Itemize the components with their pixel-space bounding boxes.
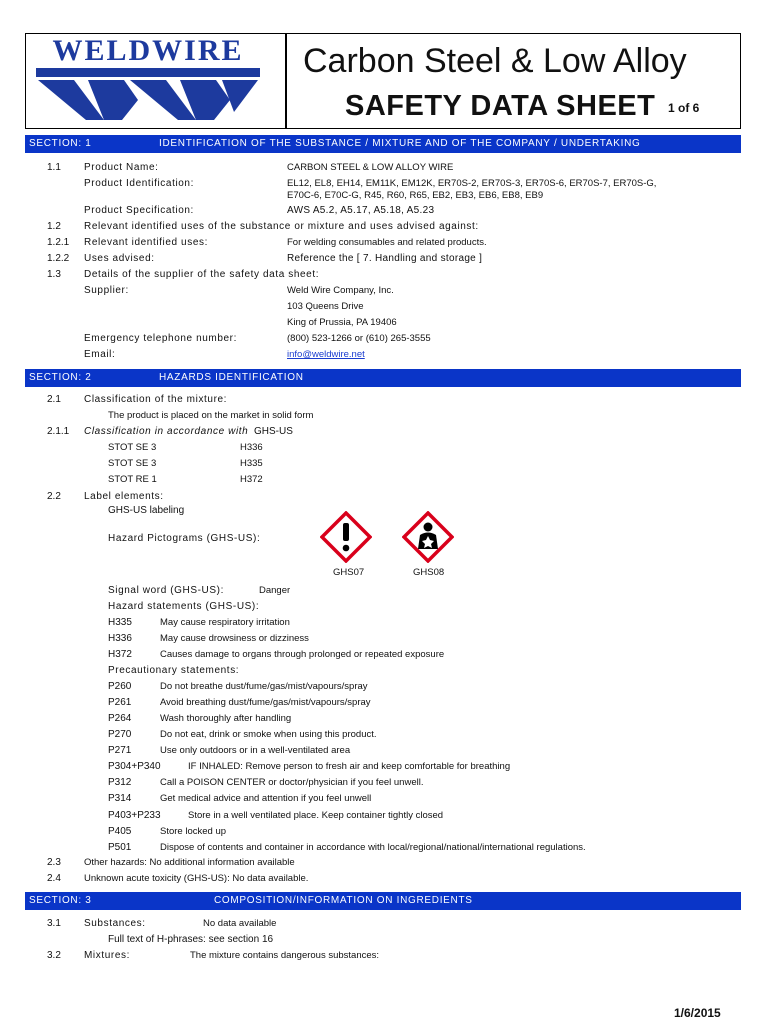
ghs-classification-italic: Classification in accordance with: [84, 426, 249, 437]
s1-num-1-2: 1.2: [47, 221, 61, 232]
class-row-3-class: STOT RE 1: [108, 474, 157, 485]
classification-label: Classification of the mixture:: [84, 394, 228, 405]
section-3-header: [25, 892, 741, 910]
supplier-city: King of Prussia, PA 19406: [287, 317, 397, 328]
substances-label: Substances:: [84, 918, 146, 929]
precaution-code: P501: [108, 842, 132, 853]
s1-num-1-2-1: 1.2.1: [47, 237, 70, 248]
class-row-2-class: STOT SE 3: [108, 458, 157, 469]
precaution-code: P312: [108, 777, 132, 788]
hazard-text: May cause respiratory irritation: [160, 617, 290, 628]
precaution-text: Call a POISON CENTER or doctor/physician if you feel unwell.: [160, 777, 424, 788]
company-logo: [34, 36, 262, 124]
pictogram-label-ghs07: GHS07: [333, 567, 365, 578]
precaution-code: P261: [108, 697, 132, 708]
uses-advised-label: Uses advised:: [84, 253, 155, 264]
hazard-code: H335: [108, 617, 132, 628]
precaution-text: IF INHALED: Remove person to fresh air and keep comfortable for breathing: [188, 761, 511, 772]
s2-num-2-1-1: 2.1.1: [47, 426, 70, 437]
section-3-number: SECTION: 3: [29, 895, 92, 906]
s2-num-2-4: 2.4: [47, 873, 61, 884]
precaution-text: Wash thoroughly after handling: [160, 713, 292, 724]
class-row-2-code: H335: [240, 458, 263, 469]
s2-num-2-2: 2.2: [47, 491, 61, 502]
precaution-text: Dispose of contents and container in accordance with local/regional/national/international regulations.: [160, 842, 586, 853]
precaution-text: Get medical advice and attention if you feel unwell: [160, 793, 372, 804]
document-title: Carbon Steel & Low Alloy: [303, 42, 687, 80]
section-2-header: [25, 369, 741, 387]
supplier-street: 103 Queens Drive: [287, 301, 364, 312]
precaution-code: P270: [108, 729, 132, 740]
product-specification-value: AWS A5.2, A5.17, A5.18, A5.23: [287, 205, 435, 216]
s3-num-3-1: 3.1: [47, 918, 61, 929]
section-1-number: SECTION: 1: [29, 138, 92, 149]
supplier-details-heading: Details of the supplier of the safety data sheet:: [84, 269, 320, 280]
relevant-uses-heading: Relevant identified uses of the substance or mixture and uses advised against:: [84, 221, 479, 232]
hazard-code: H336: [108, 633, 132, 644]
product-identification-label: Product Identification:: [84, 178, 194, 189]
logo-w-mark: [34, 66, 262, 124]
classification-text: The product is placed on the market in solid form: [108, 410, 314, 421]
section-1-header: [25, 135, 741, 153]
supplier-label: Supplier:: [84, 285, 129, 296]
exclamation-mark-pictogram-icon: [320, 511, 372, 563]
precaution-text: Use only outdoors or in a well-ventilated area: [160, 745, 351, 756]
section-2-title: HAZARDS IDENTIFICATION: [159, 372, 304, 383]
precaution-code: P405: [108, 826, 132, 837]
document-subtitle: SAFETY DATA SHEET: [345, 90, 656, 122]
s3-num-3-2: 3.2: [47, 950, 61, 961]
precaution-code: P260: [108, 681, 132, 692]
email-label: Email:: [84, 349, 116, 360]
product-name-value: CARBON STEEL & LOW ALLOY WIRE: [287, 162, 454, 173]
page-indicator: 1 of 6: [668, 101, 700, 115]
emergency-phone-value: (800) 523-1266 or (610) 265-3555: [287, 333, 431, 344]
s1-num-1-3: 1.3: [47, 269, 61, 280]
email-link[interactable]: info@weldwire.net: [287, 349, 365, 360]
identified-uses-label: Relevant identified uses:: [84, 237, 208, 248]
section-3-title: COMPOSITION/INFORMATION ON INGREDIENTS: [214, 895, 473, 906]
substances-value: No data available: [203, 918, 277, 929]
emergency-phone-label: Emergency telephone number:: [84, 333, 237, 344]
section-1-title: IDENTIFICATION OF THE SUBSTANCE / MIXTURE AND OF THE COMPANY / UNDERTAKING: [159, 138, 641, 149]
uses-advised-value: Reference the [ 7. Handling and storage ]: [287, 253, 483, 264]
hazard-text: Causes damage to organs through prolonged or repeated exposure: [160, 649, 445, 660]
precaution-text: Store in a well ventilated place. Keep container tightly closed: [188, 810, 444, 821]
signal-word-label: Signal word (GHS-US):: [108, 585, 224, 596]
precaution-code: P271: [108, 745, 132, 756]
s1-num-1-2-2: 1.2.2: [47, 253, 70, 264]
hazard-pictograms-label: Hazard Pictograms (GHS-US):: [108, 533, 261, 544]
product-identification-value: EL12, EL8, EH14, EM11K, EM12K, ER70S-2, ER70S-3, ER70S-6, ER70S-7, ER70S-G,: [287, 178, 657, 189]
precautionary-statements-label: Precautionary statements:: [108, 665, 240, 676]
hazard-text: May cause drowsiness or dizziness: [160, 633, 309, 644]
ghs-classification-value: GHS-US: [254, 426, 293, 437]
logo-text: WELDWIRE: [52, 34, 244, 67]
s2-num-2-3: 2.3: [47, 857, 61, 868]
precaution-code: P314: [108, 793, 132, 804]
s2-num-2-1: 2.1: [47, 394, 61, 405]
precaution-text: Do not eat, drink or smoke when using this product.: [160, 729, 377, 740]
acute-toxicity-text: Unknown acute toxicity (GHS-US): No data available.: [84, 873, 309, 884]
class-row-1-code: H336: [240, 442, 263, 453]
full-text-h-phrases: Full text of H-phrases: see section 16: [108, 934, 274, 945]
precaution-text: Avoid breathing dust/fume/gas/mist/vapours/spray: [160, 697, 371, 708]
s1-num-1-1: 1.1: [47, 162, 61, 173]
header-divider: [285, 33, 287, 129]
class-row-3-code: H372: [240, 474, 263, 485]
pictogram-label-ghs08: GHS08: [413, 567, 445, 578]
identified-uses-value: For welding consumables and related products.: [287, 237, 487, 248]
product-name-label: Product Name:: [84, 162, 159, 173]
product-identification-value-2: E70C-6, E70C-G, R45, R60, R65, EB2, EB3, EB6, EB8, EB9: [287, 190, 544, 201]
hazard-code: H372: [108, 649, 132, 660]
precaution-code: P403+P233: [108, 810, 161, 821]
class-row-1-class: STOT SE 3: [108, 442, 157, 453]
ghs-labeling-text: GHS-US labeling: [108, 505, 185, 516]
precaution-text: Do not breathe dust/fume/gas/mist/vapours/spray: [160, 681, 368, 692]
other-hazards-text: Other hazards: No additional information available: [84, 857, 295, 868]
hazard-statements-label: Hazard statements (GHS-US):: [108, 601, 260, 612]
precaution-code: P304+P340: [108, 761, 161, 772]
precaution-text: Store locked up: [160, 826, 227, 837]
footer-date: 1/6/2015: [674, 1006, 721, 1020]
section-2-number: SECTION: 2: [29, 372, 92, 383]
mixtures-label: Mixtures:: [84, 950, 130, 961]
label-elements-heading: Label elements:: [84, 491, 164, 502]
mixtures-value: The mixture contains dangerous substances:: [190, 950, 380, 961]
supplier-name: Weld Wire Company, Inc.: [287, 285, 394, 296]
product-specification-label: Product Specification:: [84, 205, 194, 216]
signal-word-value: Danger: [259, 585, 291, 596]
precaution-code: P264: [108, 713, 132, 724]
health-hazard-pictogram-icon: [402, 511, 454, 563]
